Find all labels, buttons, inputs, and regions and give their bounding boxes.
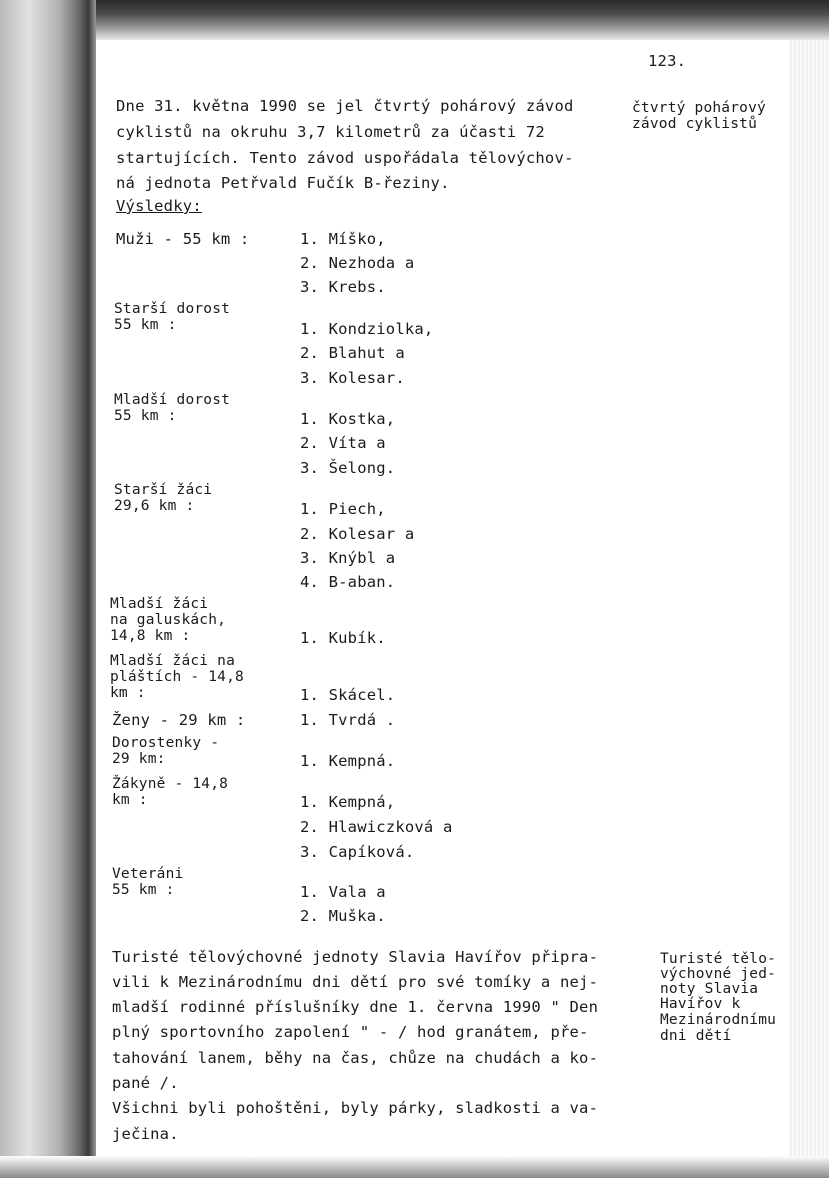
result-item: 3. Knýbl a bbox=[300, 549, 396, 567]
result-item: 1. Piech, bbox=[300, 500, 386, 518]
result-item: 2. Hlawiczková a bbox=[300, 818, 453, 836]
category-label: km : bbox=[110, 685, 146, 701]
result-item: 1. Tvrdá . bbox=[300, 711, 396, 729]
page-right-edge bbox=[789, 40, 829, 1160]
category-label: 55 km : bbox=[112, 882, 175, 898]
intro-line: startujících. Tento závod uspořádala tělovýchov- bbox=[116, 149, 574, 167]
category-label: Muži - 55 km : bbox=[116, 230, 250, 248]
category-label: na galuskách, bbox=[110, 612, 227, 628]
side-note-line: čtvrtý pohárový bbox=[632, 100, 766, 116]
result-item: 3. Šelong. bbox=[300, 459, 396, 477]
category-label: 55 km : bbox=[114, 317, 177, 333]
category-label: Mladší žáci na bbox=[110, 653, 236, 669]
result-item: 1. Kostka, bbox=[300, 410, 396, 428]
result-item: 2. Víta a bbox=[300, 434, 386, 452]
category-label: Ženy - 29 km : bbox=[112, 711, 246, 729]
category-label: Starší žáci bbox=[114, 482, 213, 498]
category-label: Starší dorost bbox=[114, 301, 231, 317]
result-item: 1. Vala a bbox=[300, 883, 386, 901]
category-label: 14,8 km : bbox=[110, 628, 191, 644]
outro-line: tahování lanem, běhy na čas, chůze na chudách a ko- bbox=[112, 1049, 599, 1067]
result-item: 3. Capíková. bbox=[300, 843, 415, 861]
category-label: km : bbox=[112, 792, 148, 808]
side-note-line: noty Slavia bbox=[660, 981, 759, 997]
category-label: Žákyně - 14,8 bbox=[112, 776, 229, 792]
category-label: Mladší žáci bbox=[110, 596, 209, 612]
category-label: Veteráni bbox=[112, 866, 184, 882]
side-note-line: Turisté tělo- bbox=[660, 951, 777, 967]
side-note-line: Mezinárodnímu bbox=[660, 1012, 777, 1028]
outro-line: vili k Mezinárodnímu dni dětí pro své tomíky a nej- bbox=[112, 973, 599, 991]
page-number: 123. bbox=[648, 52, 687, 70]
outro-line: pané /. bbox=[112, 1074, 179, 1092]
result-item: 3. Kolesar. bbox=[300, 369, 405, 387]
result-item: 1. Kempná. bbox=[300, 752, 396, 770]
outro-line: plný sportovního zapolení " - / hod granátem, pře- bbox=[112, 1023, 589, 1041]
category-label: 55 km : bbox=[114, 408, 177, 424]
intro-line: Dne 31. května 1990 se jel čtvrtý pohárový závod bbox=[116, 97, 574, 115]
result-item: 1. Skácel. bbox=[300, 686, 396, 704]
intro-line: cyklistů na okruhu 3,7 kilometrů za účasti 72 bbox=[116, 123, 545, 141]
result-item: 1. Kempná, bbox=[300, 793, 396, 811]
category-label: pláštích - 14,8 bbox=[110, 669, 244, 685]
page-bottom-edge bbox=[0, 1156, 829, 1178]
side-note-line: dni dětí bbox=[660, 1028, 732, 1044]
outro-line: ječina. bbox=[112, 1125, 179, 1143]
book-binding-shadow bbox=[0, 0, 96, 1178]
result-item: 4. B-aban. bbox=[300, 573, 396, 591]
side-note-line: Havířov k bbox=[660, 996, 741, 1012]
outro-line: Všichni byli pohoštěni, byly párky, sladkosti a va- bbox=[112, 1099, 599, 1117]
side-note-line: závod cyklistů bbox=[632, 116, 758, 132]
outro-line: Turisté tělovýchovné jednoty Slavia Havířov připra- bbox=[112, 948, 599, 966]
results-heading: Výsledky: bbox=[116, 197, 202, 215]
intro-line: ná jednota Petřvald Fučík B-řeziny. bbox=[116, 174, 450, 192]
result-item: 2. Kolesar a bbox=[300, 525, 415, 543]
category-label: Mladší dorost bbox=[114, 392, 231, 408]
result-item: 2. Blahut a bbox=[300, 344, 405, 362]
scan-top-edge bbox=[0, 0, 829, 40]
outro-line: mladší rodinné příslušníky dne 1. června 1990 " Den bbox=[112, 998, 599, 1016]
category-label: Dorostenky - bbox=[112, 735, 220, 751]
result-item: 3. Krebs. bbox=[300, 278, 386, 296]
result-item: 1. Kondziolka, bbox=[300, 320, 434, 338]
result-item: 1. Kubík. bbox=[300, 629, 386, 647]
result-item: 2. Muška. bbox=[300, 907, 386, 925]
category-label: 29 km: bbox=[112, 751, 166, 767]
result-item: 2. Nezhoda a bbox=[300, 254, 415, 272]
category-label: 29,6 km : bbox=[114, 498, 195, 514]
side-note-line: výchovné jed- bbox=[660, 966, 777, 982]
result-item: 1. Míško, bbox=[300, 230, 386, 248]
